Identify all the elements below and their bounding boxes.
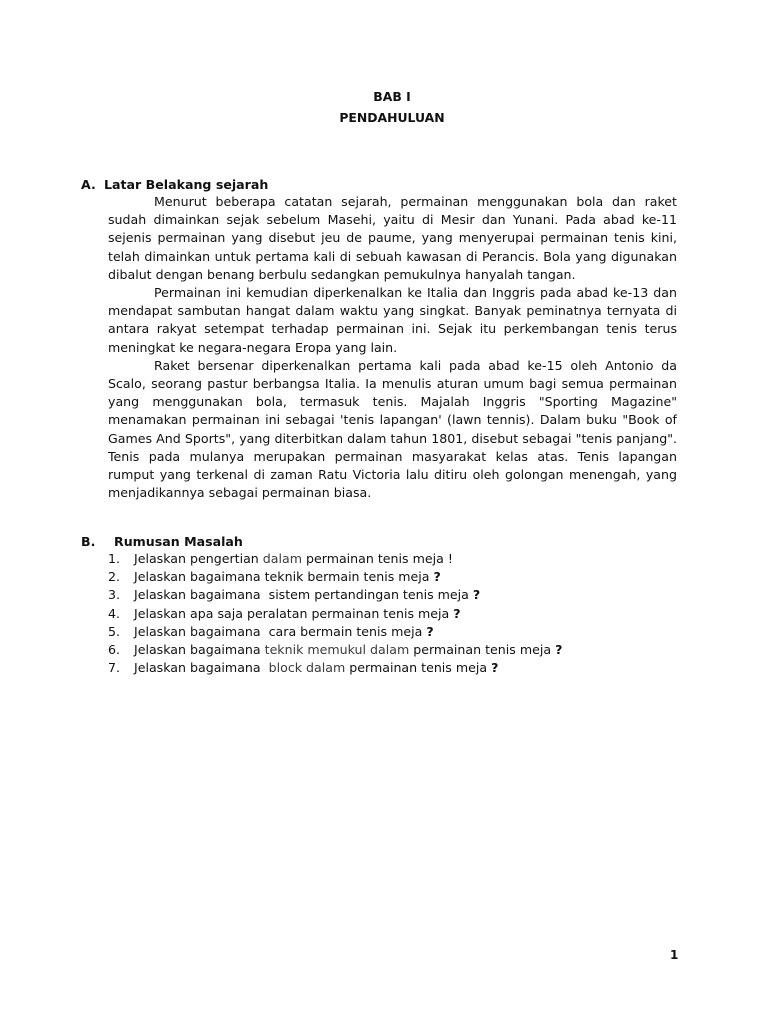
item-punct: ? (426, 623, 434, 639)
item-number: 4. (108, 605, 121, 621)
item-punct: ? (453, 605, 461, 621)
section-a-letter: A. (81, 177, 96, 192)
item-text-muted: dalam (262, 551, 302, 566)
item-number: 2. (108, 569, 121, 585)
section-b-letter: B. (81, 534, 96, 549)
item-number: 1. (108, 551, 121, 566)
item-number: 3. (108, 587, 121, 603)
list-item (108, 550, 562, 568)
item-punct: ? (433, 569, 441, 585)
item-text: permainan tenis meja (409, 642, 556, 658)
page-number: 1 (670, 948, 679, 962)
section-a-body (108, 193, 677, 502)
paragraph: Menurut beberapa catatan sejarah, permainan menggunakan bola dan raket sudah dimainkan sejak sebelum Masehi, yaitu di Mesir dan Yunani. Pada abad ke-11 sejenis permainan yang disebut jeu de paume, yang menyerupai permainan tenis kini, telah dimainkan untuk pertama kali di sebuah kawasan di Perancis. Bola yang digunakan dibalut dengan benang berbulu sedangkan pemukulnya hanyalah tangan. (108, 194, 677, 282)
item-text: Jelaskan bagaimana cara bermain tenis meja (134, 623, 427, 639)
chapter-label: BAB I (373, 89, 411, 104)
item-punct: ? (491, 660, 499, 676)
item-punct: ? (555, 642, 563, 658)
section-b-title: Rumusan Masalah (114, 534, 243, 549)
item-number: 7. (108, 660, 121, 676)
item-text: permainan tenis meja (345, 660, 492, 676)
section-a-heading (81, 176, 268, 194)
item-text-muted: teknik memukul dalam (264, 642, 410, 658)
item-text: Jelaskan apa saja peralatan permainan tenis meja (134, 605, 454, 621)
item-text: Jelaskan bagaimana (134, 660, 269, 676)
section-b-heading (81, 533, 243, 551)
item-text: Jelaskan pengertian (134, 551, 263, 566)
item-text: Jelaskan bagaimana (134, 642, 265, 658)
question-list (108, 550, 562, 677)
item-punct: ? (472, 587, 481, 603)
list-item (108, 623, 562, 641)
item-text: Jelaskan bagaimana teknik bermain tenis meja (134, 569, 434, 585)
chapter-title: PENDAHULUAN (339, 110, 445, 125)
paragraph: Raket bersenar diperkenalkan pertama kali pada abad ke-15 oleh Antonio da Scalo, seorang pastur berbangsa Italia. Ia menulis aturan umum bagi semua permainan yang menggunakan bola, termasuk tenis. Majalah Inggris "Sporting Magazine" menamakan permainan ini sebagai 'tenis lapangan' (lawn tennis). Dalam buku "Book of Games And Sports", yang diterbitkan dalam tahun 1801, disebut sebagai "tenis panjang". Tenis pada mulanya merupakan permainan masyarakat kelas atas. Tenis lapangan rumput yang terkenal di zaman Ratu Victoria lalu ditiru oleh golongan menengah, yang menjadikannya sebagai permainan biasa. (108, 357, 677, 501)
item-text: Jelaskan bagaimana sistem pertandingan tenis meja (134, 587, 473, 603)
section-a-title: Latar Belakang sejarah (104, 177, 269, 192)
list-item (108, 641, 562, 659)
list-item (108, 568, 562, 586)
item-text: permainan tenis meja (302, 551, 448, 566)
item-text-muted: block dalam (268, 660, 346, 676)
item-number: 6. (108, 642, 121, 658)
paragraph: Permainan ini kemudian diperkenalkan ke Italia dan Inggris pada abad ke-13 dan mendapat sambutan hangat dalam waktu yang singkat. Banyak peminatnya ternyata di antara rakyat setempat terhadap permainan ini. Sejak itu perkembangan tenis terus meningkat ke negara-negara Eropa yang lain. (108, 285, 677, 355)
list-item (108, 605, 562, 623)
item-punct: ! (447, 551, 453, 566)
list-item (108, 659, 562, 677)
list-item (108, 586, 562, 604)
chapter-title-block (0, 86, 768, 128)
item-number: 5. (108, 623, 121, 639)
